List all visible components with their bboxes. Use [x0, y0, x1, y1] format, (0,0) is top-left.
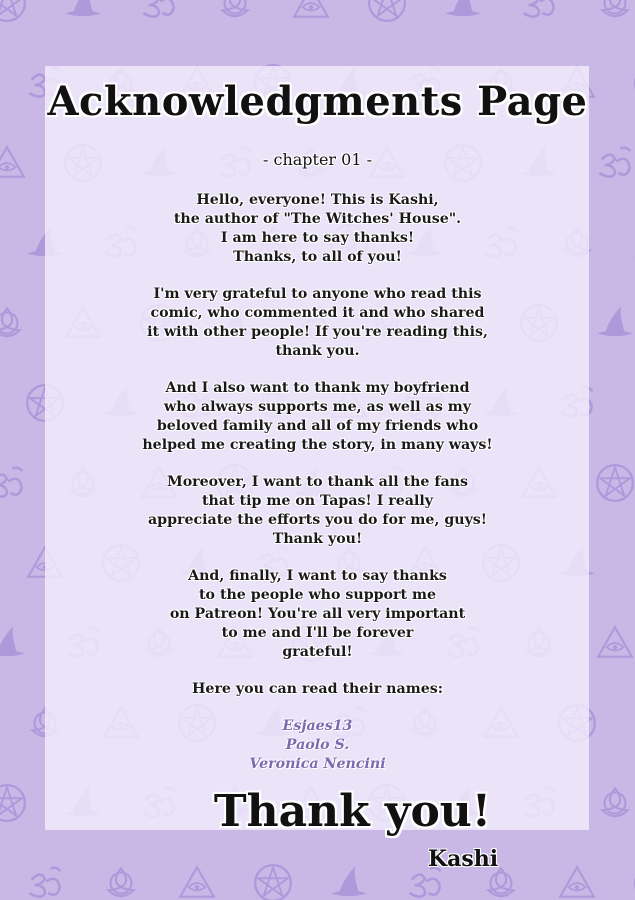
patreon-paragraph: And, finally, I want to say thanks to the people who support me on Patreon! You're all very important to me and I'll be forever grateful!	[169, 568, 466, 660]
tapas-paragraph: Moreover, I want to thank all the fans that tip me on Tapas! I really appreciate the efforts you do for me, guys! Thank you!	[147, 474, 488, 547]
patron-name: Veronica Nencini	[249, 756, 386, 772]
names-intro: Here you can read their names:	[192, 681, 443, 697]
patron-name: Esjaes13	[282, 718, 353, 734]
patron-name: Paolo S.	[285, 737, 350, 753]
author-signature: Kashi	[428, 846, 499, 872]
greeting-paragraph: Hello, everyone! This is Kashi, the author of "The Witches' House". I am here to say thanks! Thanks, to all of you!	[173, 192, 462, 265]
family-paragraph: And I also want to thank my boyfriend who always supports me, as well as my beloved family and all of my friends who helped me creating the story, in many ways!	[142, 380, 493, 453]
thank-you-heading: Thank you!	[213, 786, 492, 837]
acknowledgment-text	[60, 191, 575, 774]
page-title: Acknowledgments Page	[47, 78, 588, 125]
chapter-subtitle: - chapter 01 -	[262, 150, 373, 169]
readers-paragraph: I'm very grateful to anyone who read this comic, who commented it and who shared it with other people! If you're reading this, thank you.	[147, 286, 488, 359]
patron-names-list	[60, 717, 575, 774]
